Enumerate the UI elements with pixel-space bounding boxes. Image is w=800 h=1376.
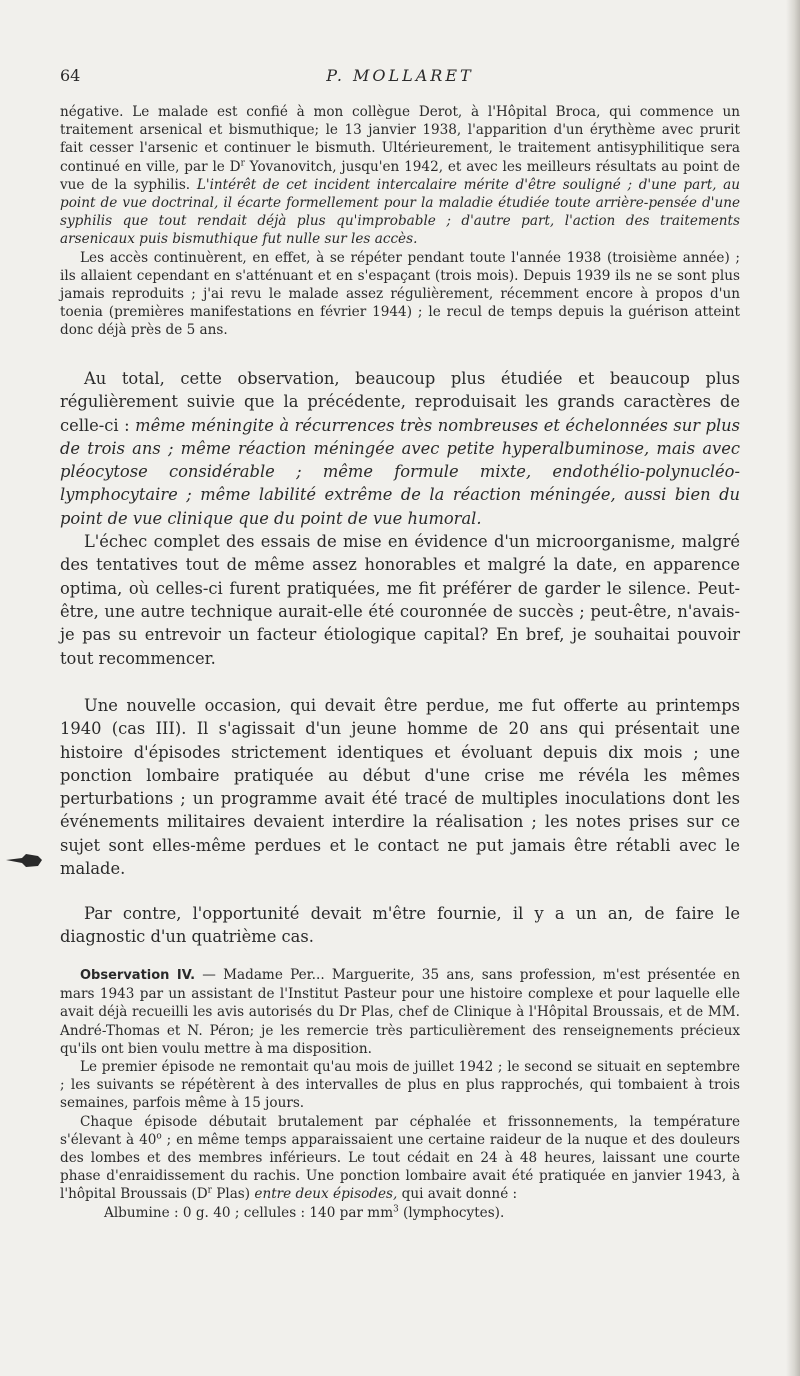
case-iii-section xyxy=(60,694,740,880)
case-ii-continuation xyxy=(60,103,740,340)
text-run: (lymphocytes). xyxy=(398,1204,505,1221)
running-title: P. MOLLARET xyxy=(326,66,474,85)
superscript: o xyxy=(156,1131,162,1142)
text-run: Plas) xyxy=(211,1186,255,1203)
paragraph xyxy=(60,1204,740,1222)
paragraph xyxy=(60,1113,740,1204)
text-run: Madame Per... Marguerite, 35 ans, sans profession, m'est présentée en mars 1943 par un assistant de l'Institut Pasteur pour une histoire complexe et pour laquelle elle avait déjà recueilli les avis autorisés du Dr Plas, chef de Clinique à l'Hôpital Broussais, et de MM. André-Thomas et N. Péron; je les remercie très particulièrement des renseignements précieux qu'ils ont bien voulu mettre à ma disposition. xyxy=(60,967,740,1057)
observation-iv-section xyxy=(60,966,740,1222)
text-run: Yovanovitch, jusqu'en 1942, et avec les meilleurs résultats au point de vue de la syphilis. xyxy=(60,158,740,193)
text-run: ; en même temps apparaissaient une certaine raideur de la nuque et des douleurs des lombes et des membres inférieurs. Le tout cédait en 24 à 48 heures, laissant une courte phase d'enraidissement du rachis. Une ponction lombaire avait été pratiquée en janvier 1943, à l'hôpital Broussais (D xyxy=(60,1131,740,1203)
observation-label: Observation IV. xyxy=(80,968,196,983)
text-run: négative. Le malade est confié à mon collègue Derot, à l'Hôpital Broca, qui commence un traitement arsenical et bismuthique; le 13 janvier 1938, l'apparition d'un érythème avec prurit fait cesser l'arsenic et continuer le bismuth. Ultérieurement, le traitement antisyphilitique sera continué en ville, par le D xyxy=(60,104,740,175)
paragraph xyxy=(60,103,740,249)
text-run: Albumine : 0 g. 40 ; cellules : 140 par mm xyxy=(104,1204,394,1221)
page-edge-shadow xyxy=(786,0,800,1376)
text-run: Au total, cette observation, beaucoup plus étudiée et beaucoup plus régulièrement suivie que la précédente, reproduisait les grands caractères de celle-ci : xyxy=(60,369,740,435)
paragraph xyxy=(60,966,740,1058)
case-iv-intro xyxy=(60,902,740,949)
observation-dash: — xyxy=(195,967,224,983)
paragraph: Par contre, l'opportunité devait m'être fournie, il y a un an, de faire le diagnostic d'un quatrième cas. xyxy=(60,904,740,947)
pointing-hand-icon xyxy=(4,848,44,872)
page-header xyxy=(60,66,740,90)
italic-text: L'intérêt de cet incident intercalaire mérite d'être souligné ; d'une part, au point de vue doctrinal, il écarte formellement pour la maladie étudiée toute arrière-pensée d'une syphilis que tout rendait déjà plus qu'improbable ; d'autre part, l'action des traitements arsenicaux puis bismuthique fut nulle sur les accès. xyxy=(60,176,741,248)
paragraph xyxy=(60,367,740,530)
superscript: 3 xyxy=(393,1204,399,1215)
paragraph: Une nouvelle occasion, qui devait être perdue, me fut offerte au printemps 1940 (cas III). Il s'agissait d'un jeune homme de 20 ans qui présentait une histoire d'épisodes strictement identiques et évoluant depuis dix mois ; une ponction lombaire pratiquée au début d'une crise me révéla les mêmes perturbations ; un programme avait été tracé de multiples inoculations dont les événements militaires devaient interdire la réalisation ; les notes prises sur ce sujet sont elles-même perdues et le contact ne put jamais être rétabli avec le malade. xyxy=(60,696,740,879)
superscript: r xyxy=(240,158,245,169)
italic-text: entre deux épisodes, xyxy=(254,1186,398,1203)
text-run: Chaque épisode débutait brutalement par céphalée et frissonnements, la température s'élevant à 40 xyxy=(60,1113,740,1148)
superscript: r xyxy=(207,1185,212,1196)
italic-text: même méningite à récurrences très nombreuses et échelonnées sur plus de trois ans ; même réaction méningée avec petite hyperalbuminose, mais avec pléocytose considérable ; même formule mixte, endothélio-polynucléo-lymphocytaire ; même labilité extrême de la réaction méningée, aussi bien du point de vue clinique que du point de vue humoral. xyxy=(60,415,741,528)
paragraph: Les accès continuèrent, en effet, à se répéter pendant toute l'année 1938 (troisième année) ; ils allaient cependant en s'atténuant et en s'espaçant (trois mois). Depuis 1939 ils ne se sont plus jamais reproduits ; j'ai revu le malade assez régulièrement, récemment encore à propos d'un toenia (premières manifestations en février 1944) ; le recul de temps depuis la guérison atteint donc déjà près de 5 ans. xyxy=(60,249,740,339)
paragraph: Le premier épisode ne remontait qu'au mois de juillet 1942 ; le second se situait en septembre ; les suivants se répétèrent à des intervalles de plus en plus rapprochés, qui tombaient à trois semaines, parfois même à 15 jours. xyxy=(60,1059,740,1112)
page-number: 64 xyxy=(60,66,81,85)
summary-section xyxy=(60,367,740,670)
paragraph: L'échec complet des essais de mise en évidence d'un microorganisme, malgré des tentatives tout de même assez honorables et malgré la date, en apparence optima, où celles-ci furent pratiquées, me fit préférer de garder le silence. Peut-être, une autre technique aurait-elle été couronnée de succès ; peut-être, n'avais-je pas su entrevoir un facteur étiologique capital? En bref, je souhaitai pouvoir tout recommencer. xyxy=(60,532,740,668)
text-run: qui avait donné : xyxy=(397,1186,518,1203)
